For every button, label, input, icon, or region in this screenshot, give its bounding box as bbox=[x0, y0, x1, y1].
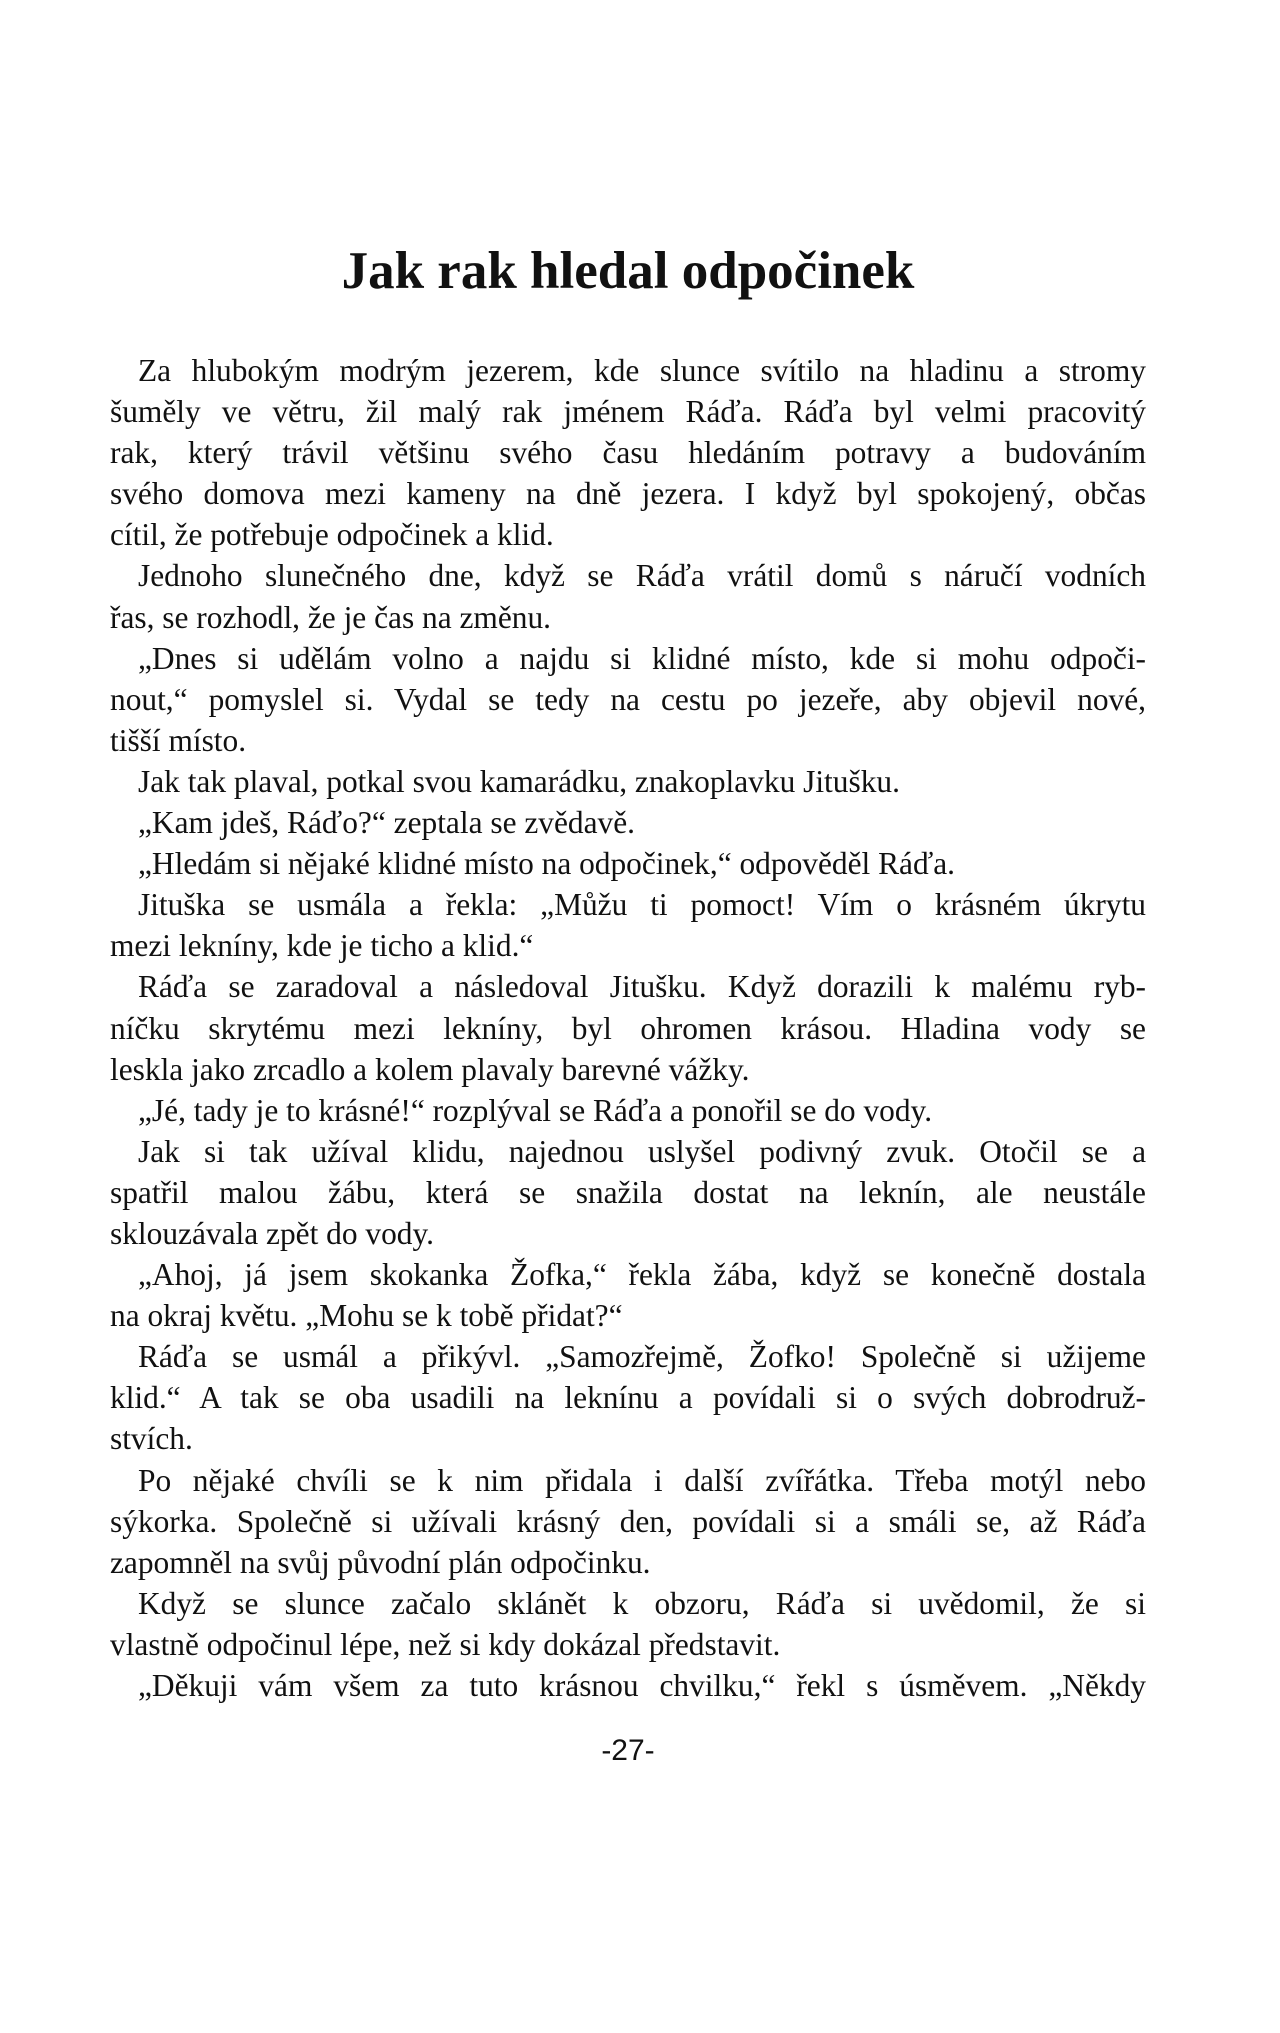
text-line: zapomněl na svůj původní plán odpočinku. bbox=[110, 1544, 651, 1580]
text-line: „Kam jdeš, Ráďo?“ zeptala se zvědavě. bbox=[138, 805, 636, 841]
text-line: sklouzávala zpět do vody. bbox=[110, 1215, 434, 1251]
text-line: Ráďa se usmál a přikývl. „Samozřejmě, Žofko! Společně si užijeme bbox=[138, 1339, 1146, 1375]
text-line: níčku skrytému mezi lekníny, byl ohromen krásou. Hladina vody se bbox=[110, 1010, 1146, 1046]
text-line: „Děkuji vám všem za tuto krásnou chvilku,“ řekl s úsměvem. „Někdy bbox=[138, 1668, 1146, 1703]
text-line: nout,“ pomyslel si. Vydal se tedy na cestu po jezeře, aby objevil nové, bbox=[110, 681, 1146, 717]
text-line: „Jé, tady je to krásné!“ rozplýval se Ráďa a ponořil se do vody. bbox=[138, 1092, 933, 1128]
text-line: mezi lekníny, kde je ticho a klid.“ bbox=[110, 928, 534, 964]
book-page bbox=[110, 0, 1146, 2033]
text-line: spatřil malou žábu, která se snažila dostat na leknín, ale neustále bbox=[110, 1174, 1146, 1210]
text-line: šuměly ve větru, žil malý rak jménem Ráďa. Ráďa byl velmi pracovitý bbox=[110, 394, 1146, 430]
text-line: leskla jako zrcadlo a kolem plavaly barevné vážky. bbox=[110, 1051, 750, 1087]
text-line: „Dnes si udělám volno a najdu si klidné místo, kde si mohu odpoči- bbox=[138, 640, 1146, 676]
text-line: „Hledám si nějaké klidné místo na odpočinek,“ odpověděl Ráďa. bbox=[138, 846, 956, 882]
page-title: Jak rak hledal odpočinek bbox=[341, 242, 915, 300]
text-line: Jituška se usmála a řekla: „Můžu ti pomoct! Vím o krásném úkrytu bbox=[138, 887, 1146, 923]
story-text bbox=[110, 350, 1146, 1706]
text-line: Jednoho slunečného dne, když se Ráďa vrátil domů s náručí vodních bbox=[138, 558, 1146, 594]
text-line: Jak si tak užíval klidu, najednou uslyšel podivný zvuk. Otočil se a bbox=[138, 1133, 1146, 1169]
text-line: Ráďa se zaradoval a následoval Jitušku. Když dorazili k malému ryb- bbox=[138, 969, 1146, 1005]
text-line: klid.“ A tak se oba usadili na leknínu a povídali si o svých dobrodruž- bbox=[110, 1380, 1146, 1416]
text-line: „Ahoj, já jsem skokanka Žofka,“ řekla žába, když se konečně dostala bbox=[138, 1257, 1146, 1293]
text-line: stvích. bbox=[110, 1421, 193, 1457]
text-line: na okraj květu. „Mohu se k tobě přidat?“ bbox=[110, 1298, 623, 1334]
text-line: Po nějaké chvíli se k nim přidala i další zvířátka. Třeba motýl nebo bbox=[138, 1462, 1146, 1498]
page-number: -27- bbox=[601, 1734, 655, 1767]
text-line: Když se slunce začalo sklánět k obzoru, Ráďa si uvědomil, že si bbox=[138, 1585, 1146, 1621]
text-line: Jak tak plaval, potkal svou kamarádku, znakoplavku Jitušku. bbox=[138, 763, 900, 799]
text-line: rak, který trávil většinu svého času hledáním potravy a budováním bbox=[110, 435, 1146, 471]
text-line: tišší místo. bbox=[110, 722, 247, 758]
text-line: sýkorka. Společně si užívali krásný den, povídali si a smáli se, až Ráďa bbox=[110, 1503, 1146, 1539]
text-line: cítil, že potřebuje odpočinek a klid. bbox=[110, 517, 554, 553]
text-line: Za hlubokým modrým jezerem, kde slunce svítilo na hladinu a stromy bbox=[138, 353, 1146, 388]
text-line: vlastně odpočinul lépe, než si kdy dokázal představit. bbox=[110, 1626, 781, 1662]
text-line: řas, se rozhodl, že je čas na změnu. bbox=[110, 599, 552, 635]
text-line: svého domova mezi kameny na dně jezera. I když byl spokojený, občas bbox=[110, 476, 1146, 512]
